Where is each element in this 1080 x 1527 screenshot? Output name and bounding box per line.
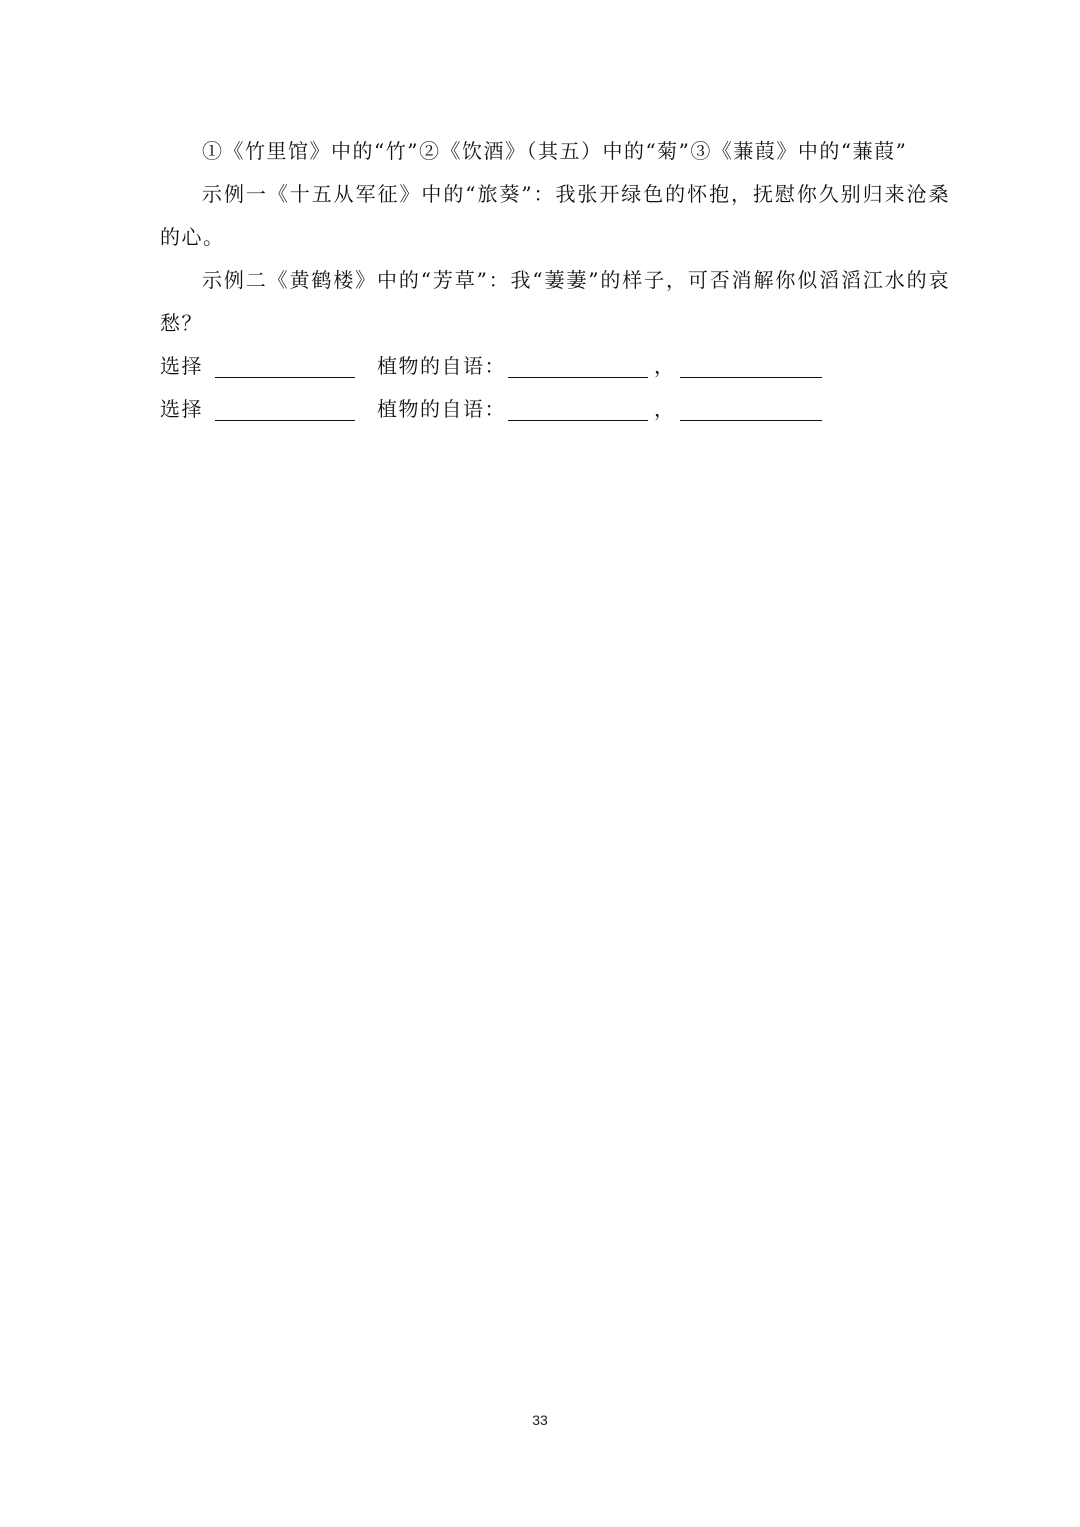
choice-label: 选择	[160, 397, 203, 421]
plant-speech-blank-1[interactable]	[508, 390, 648, 421]
plant-speech-label: 植物的自语：	[377, 397, 506, 421]
comma: ，	[654, 397, 676, 421]
choice-blank[interactable]	[215, 347, 355, 378]
comma: ，	[654, 354, 676, 378]
choice-blank[interactable]	[215, 390, 355, 421]
plant-speech-blank-2[interactable]	[680, 390, 822, 421]
plant-speech-label: 植物的自语：	[377, 354, 506, 378]
fill-row-2	[160, 388, 950, 431]
fill-row-1	[160, 345, 950, 388]
options-paragraph: ①《竹里馆》中的“竹”②《饮酒》（其五）中的“菊”③《蒹葭》中的“蒹葭”	[202, 139, 908, 163]
example-one-paragraph: 示例一《十五从军征》中的“旅葵”：我张开绿色的怀抱，抚慰你久别归来沧桑的心。	[160, 182, 950, 249]
plant-speech-blank-2[interactable]	[680, 347, 822, 378]
page-number: 33	[532, 1412, 548, 1428]
example-two-paragraph: 示例二《黄鹤楼》中的“芳草”：我“萋萋”的样子，可否消解你似滔滔江水的哀愁？	[160, 268, 950, 335]
choice-label: 选择	[160, 354, 203, 378]
worksheet-content	[160, 130, 950, 431]
plant-speech-blank-1[interactable]	[508, 347, 648, 378]
